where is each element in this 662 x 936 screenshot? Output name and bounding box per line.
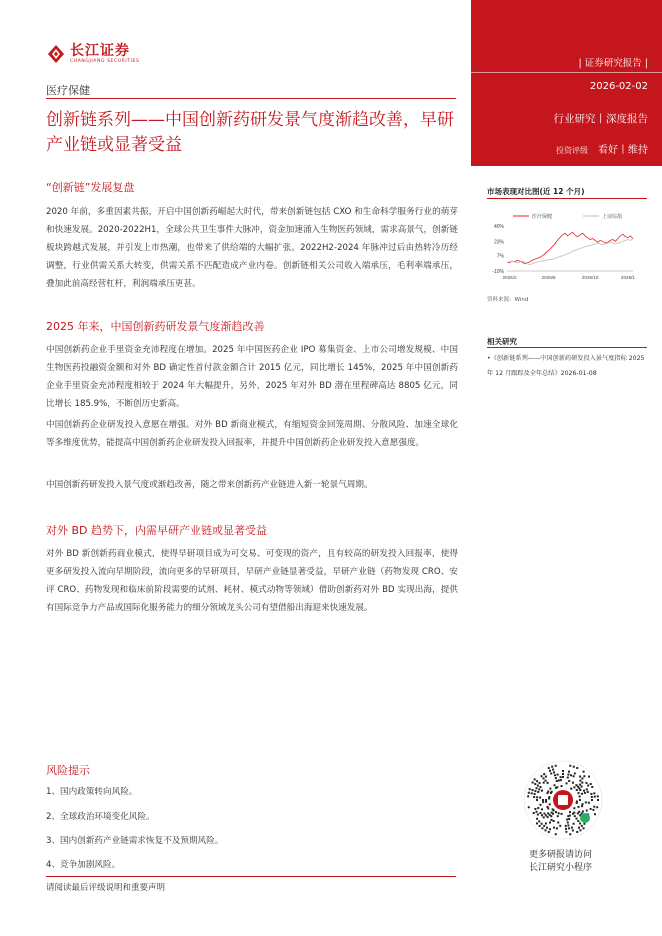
qr-dot (557, 821, 559, 823)
series-line-1 (507, 232, 633, 263)
chart-source: 资料来源：Wind (487, 297, 529, 303)
qr-dot (541, 790, 543, 792)
qr-dot (567, 777, 569, 779)
qr-dot (569, 765, 571, 767)
risk-item: 2、全球政治环境变化风险。 (46, 812, 155, 822)
qr-dot (573, 786, 575, 788)
qr-dot (555, 765, 557, 767)
series-line-2 (507, 239, 633, 265)
qr-dot (567, 774, 569, 776)
qr-dot (539, 797, 541, 799)
qr-dot (567, 824, 569, 826)
qr-dot (581, 805, 583, 807)
qr-dot (593, 792, 595, 794)
risk-item: 1、国内政策转向风险。 (46, 787, 138, 797)
qr-dot (566, 782, 568, 784)
qr-dot (542, 801, 544, 803)
qr-dot (543, 825, 545, 827)
qr-dot (568, 771, 570, 773)
qr-dot (597, 795, 599, 797)
qr-dot (558, 779, 560, 781)
qr-dot (541, 827, 543, 829)
header-divider (471, 72, 662, 73)
qr-dot (572, 782, 574, 784)
y-tick-label: 40% (493, 224, 504, 230)
qr-dot (581, 793, 583, 795)
qr-dot (574, 815, 576, 817)
qr-dot (557, 815, 559, 817)
qr-dot (562, 770, 564, 772)
related-research-title: 相关研究 (487, 337, 517, 346)
qr-dot (583, 775, 585, 777)
qr-caption (529, 849, 592, 875)
qr-dot (578, 787, 580, 789)
qr-dot (534, 790, 536, 792)
section-heading-2: 2025 年来，中国创新药研发景气度渐趋改善 (46, 320, 265, 333)
qr-dot (596, 806, 598, 808)
qr-dot (551, 819, 553, 821)
qr-dot (549, 770, 551, 772)
qr-dot (543, 777, 545, 779)
x-tick-label: 2025/6 (541, 275, 556, 280)
qr-dot (581, 777, 583, 779)
qr-dot (534, 783, 536, 785)
section-heading-1: “创新链”发展复盘 (46, 181, 135, 194)
qr-dot (562, 776, 564, 778)
qr-dot (537, 785, 539, 787)
qr-dot (583, 823, 585, 825)
qr-dot (573, 775, 575, 777)
qr-dot (552, 769, 554, 771)
qr-dot (536, 822, 538, 824)
qr-dot (543, 816, 545, 818)
qr-dot (568, 827, 570, 829)
qr-dot (571, 827, 573, 829)
qr-dot (572, 813, 574, 815)
qr-dot (576, 789, 578, 791)
report-type: | 证券研究报告 | (578, 58, 648, 69)
qr-dot (545, 780, 547, 782)
qr-dot (591, 796, 593, 798)
chart-title-divider (487, 198, 647, 199)
qr-dot (579, 780, 581, 782)
qr-dot (573, 807, 575, 809)
qr-dot (539, 786, 541, 788)
qr-code[interactable] (523, 760, 603, 840)
section-2-paragraph-2: 中国创新药企业研发投入意愿在增强。对外 BD 新商业模式，有缩短资金回笼周期、分散风险、加速全球化等多维度优势，能提高中国创新药企业研发投入回报率，并提升中国创新药企业研发投入意愿强度。 (46, 420, 458, 448)
qr-dot (541, 775, 543, 777)
qr-dot (574, 773, 576, 775)
qr-dot (583, 790, 585, 792)
qr-dot (536, 796, 538, 798)
qr-dot (591, 799, 593, 801)
qr-dot (546, 806, 548, 808)
qr-dot (556, 786, 558, 788)
qr-dot (543, 773, 545, 775)
qr-dot (545, 799, 547, 801)
qr-dot (578, 806, 580, 808)
qr-dot (539, 812, 541, 814)
qr-dot (540, 804, 542, 806)
qr-dot (543, 782, 545, 784)
y-tick-label: 7% (496, 253, 504, 260)
bottom-divider (46, 876, 456, 877)
legend-label: 医疗保健 (532, 214, 553, 220)
qr-dot (529, 788, 531, 790)
qr-dot (543, 813, 545, 815)
qr-dot (534, 778, 536, 780)
qr-dot (553, 827, 555, 829)
report-category: 行业研究丨深度报告 (553, 113, 648, 125)
qr-dot (541, 823, 543, 825)
qr-dot (567, 821, 569, 823)
brand-logo-icon (46, 44, 66, 64)
qr-dot (553, 820, 555, 822)
qr-dot (547, 812, 549, 814)
qr-dot (593, 806, 595, 808)
section-1-paragraph-1: 2020 年前，多重因素共振，开启中国创新药崛起大时代，带来创新链包括 CXO 和生命科学服务行业的萌芽和快速发展。2020-2022H1，全球公共卫生事件大脉冲，资金加速涌入生物医药领域，需求高景气，创新链板块跨越式发展，并引发上市热潮，也带来了供给端的大幅扩张。2022H2-2024 年脉冲过后由热转冷历经调整，行业供需关系大转变，供需关系不匹配造成产业内卷。创新链相关公司收入端承压，毛利率端承压，叠加此前高经营杠杆，利润端承压更甚。 (46, 207, 458, 289)
qr-dot (590, 783, 592, 785)
qr-dot (528, 792, 530, 794)
qr-dot (537, 807, 539, 809)
qr-dot (594, 813, 596, 815)
qr-dot (594, 796, 596, 798)
qr-dot (578, 827, 580, 829)
qr-dot (555, 833, 557, 835)
qr-dot (534, 793, 536, 795)
qr-dot (566, 819, 568, 821)
qr-dot (580, 829, 582, 831)
qr-dot (573, 766, 575, 768)
qr-dot (550, 773, 552, 775)
qr-dot (533, 812, 535, 814)
qr-dot (534, 808, 536, 810)
rating-label: 投资评级 (556, 146, 588, 155)
qr-dot (576, 818, 578, 820)
qr-dot (572, 829, 574, 831)
x-tick-label: 2026/1 (620, 275, 635, 280)
y-tick-label: -10% (492, 269, 504, 275)
qr-dot (570, 788, 572, 790)
industry-label: 医疗保健 (46, 84, 90, 97)
y-tick-label: 23% (493, 239, 504, 246)
report-header-panel (471, 0, 662, 166)
qr-dot (588, 776, 590, 778)
qr-dot (560, 779, 562, 781)
qr-dot (577, 820, 579, 822)
qr-dot (537, 814, 539, 816)
qr-dot (549, 788, 551, 790)
qr-dot (597, 799, 599, 801)
qr-dot (546, 827, 548, 829)
qr-dot (527, 795, 529, 797)
mini-program-icon (580, 813, 590, 823)
qr-dot (559, 825, 561, 827)
qr-dot (545, 801, 547, 803)
qr-dot (557, 774, 559, 776)
qr-dot (531, 792, 533, 794)
qr-dot (556, 827, 558, 829)
qr-dot (528, 806, 530, 808)
qr-dot (539, 825, 541, 827)
qr-dot (541, 808, 543, 810)
qr-dot (579, 789, 581, 791)
x-tick-label: 2025/10 (581, 275, 599, 280)
legend-label: 上证综指 (602, 214, 623, 220)
qr-dot (541, 814, 543, 816)
qr-dot (547, 816, 549, 818)
qr-dot (551, 766, 553, 768)
qr-dot (561, 785, 563, 787)
qr-dot (536, 818, 538, 820)
qr-dot (591, 786, 593, 788)
qr-dot (558, 812, 560, 814)
x-tick-label: 2025/2 (502, 275, 517, 280)
rating-row (556, 141, 648, 156)
qr-dot (586, 810, 588, 812)
qr-dot (582, 811, 584, 813)
qr-dot (581, 782, 583, 784)
qr-dot (567, 815, 569, 817)
qr-dot (573, 823, 575, 825)
brand-name-en: CHANGJIANG SECURITIES (70, 59, 140, 64)
qr-dot (584, 792, 586, 794)
brand-name-cn: 长江证券 (70, 43, 130, 59)
qr-dot (576, 831, 578, 833)
qr-dot (582, 803, 584, 805)
qr-dot (569, 811, 571, 813)
qr-dot (532, 782, 534, 784)
risk-item: 3、国内创新药产业链需求恢复不及预期风险。 (46, 836, 224, 846)
qr-dot (570, 774, 572, 776)
risk-heading: 风险提示 (46, 764, 90, 777)
qr-dot (533, 796, 535, 798)
qr-dot (579, 795, 581, 797)
qr-dot (555, 777, 557, 779)
qr-dot (581, 785, 583, 787)
qr-dot (549, 803, 551, 805)
qr-dot (545, 822, 547, 824)
qr-dot (545, 776, 547, 778)
qr-dot (568, 780, 570, 782)
qr-dot (554, 774, 556, 776)
qr-dot (561, 813, 563, 815)
disclaimer-text: 请阅读最后评级说明和重要声明 (46, 883, 166, 893)
related-title-divider (487, 347, 647, 348)
report-title: 创新链系列——中国创新药研发景气度渐趋改善，早研产业链或显著受益 (46, 110, 454, 155)
qr-dot (536, 780, 538, 782)
risk-item: 4、竞争加剧风险。 (46, 860, 121, 870)
section-2-paragraph-3: 中国创新药研发投入景气度或渐趋改善，随之带来创新药产业链进入新一轮景气周期。 (46, 480, 373, 490)
qr-caption-line-2: 长江研究小程序 (529, 863, 593, 873)
qr-dot (583, 771, 585, 773)
qr-dot (578, 792, 580, 794)
qr-dot (590, 793, 592, 795)
qr-dot (579, 799, 581, 801)
qr-dot (539, 782, 541, 784)
qr-dot (537, 791, 539, 793)
qr-dot (569, 833, 571, 835)
qr-dot (532, 789, 534, 791)
qr-dot (547, 782, 549, 784)
rating-value: 看好丨维持 (598, 145, 648, 156)
brand-logo (46, 44, 139, 64)
qr-dot (548, 831, 550, 833)
qr-dot (548, 796, 550, 798)
qr-dot (556, 780, 558, 782)
qr-dot (562, 773, 564, 775)
qr-dot (579, 784, 581, 786)
qr-dot (585, 782, 587, 784)
section-heading-3: 对外 BD 趋势下，内需早研产业链或显著受益 (46, 524, 268, 537)
qr-dot (565, 828, 567, 830)
qr-caption-line-1: 更多研报请访问 (529, 850, 593, 860)
report-date: 2026-02-02 (589, 81, 648, 92)
qr-dot (576, 802, 578, 804)
qr-dot (538, 820, 540, 822)
qr-dot (547, 791, 549, 793)
top-divider (46, 98, 456, 99)
qr-dot (586, 788, 588, 790)
qr-dot (590, 808, 592, 810)
qr-dot (579, 822, 581, 824)
qr-dot (581, 825, 583, 827)
qr-dot (551, 812, 553, 814)
section-3-paragraph-1: 对外 BD 新创新药商业模式，使得早研项目成为可交易、可变现的资产，且有较高的研发投入回报率，使得更多研发投入流向早期阶段，流向更多的早研项目，早研产业链显著受益，早研产业链（药物发现 CRO、安评 CRO、药物发现和临床前阶段需要的试剂、耗材、模式动物等领域）借助创新药对外 BD 实现出海，提供有国际竞争力产品或国际化服务能力的细分领域龙头公司有望借船出海迎来快速发展。 (46, 549, 458, 613)
market-performance-chart (485, 204, 645, 292)
qr-dot (565, 831, 567, 833)
qr-dot (579, 776, 581, 778)
qr-dot (549, 828, 551, 830)
qr-dot (585, 801, 587, 803)
chart-title: 市场表现对比图(近 12 个月) (487, 187, 585, 196)
qr-center-inner (558, 795, 568, 805)
qr-dot (588, 802, 590, 804)
qr-dot (549, 822, 551, 824)
qr-dot (555, 811, 557, 813)
qr-dot (565, 825, 567, 827)
qr-dot (542, 799, 544, 801)
qr-dot (536, 799, 538, 801)
qr-dot (577, 812, 579, 814)
qr-dot (545, 829, 547, 831)
qr-dot (536, 811, 538, 813)
qr-dot (576, 767, 578, 769)
qr-dot (536, 787, 538, 789)
qr-dot (551, 791, 553, 793)
qr-dot (587, 791, 589, 793)
qr-dot (538, 788, 540, 790)
qr-dot (552, 808, 554, 810)
qr-dot (583, 827, 585, 829)
qr-dot (545, 814, 547, 816)
related-research-item[interactable]: •《创新链系列——中国创新药研发投入景气度指标 2025 年 12 月跟踪及全年总结》2026-01-08 (487, 355, 645, 377)
qr-dot (568, 818, 570, 820)
qr-dot (592, 809, 594, 811)
qr-dot (554, 784, 556, 786)
qr-dot (553, 771, 555, 773)
qr-dot (560, 776, 562, 778)
section-2-paragraph-1: 中国创新药企业手里资金充沛程度在增加。2025 年中国医药企业 IPO 募集资金、上市公司增发规模、中国生物医药投融资金额和对外 BD 确定性首付款金额合计 2015 亿元，同比增长 145%，2025 年中国创新药企业手里资金充沛程度相较于 2024 年大幅提升，另外，2025 年对外 BD 潜在里程碑高达 8805 亿元，同比增长 185.9%，不断创历史新高。 (46, 345, 458, 409)
qr-dot (548, 767, 550, 769)
qr-dot (587, 785, 589, 787)
